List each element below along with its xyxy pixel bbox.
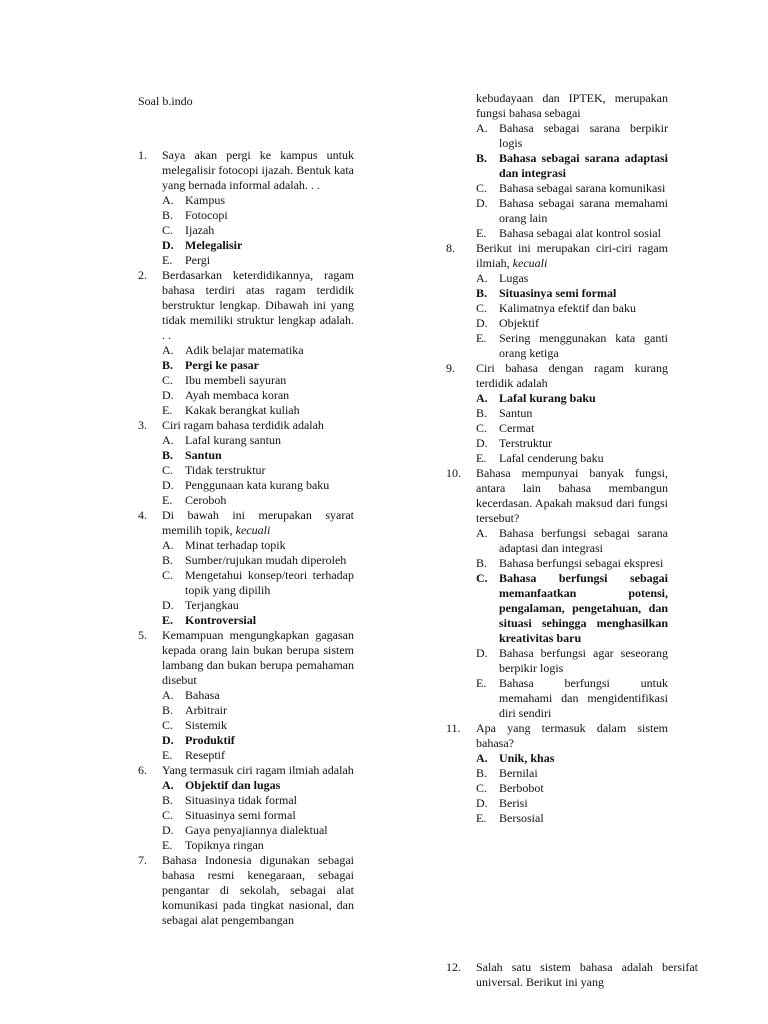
question-text-main: Kemampuan mengungkapkan gagasan kepada orang lain bukan berupa sistem lambang dan bukan berupa pemahaman disebut [162,628,354,687]
question-2 [138,268,354,418]
option-letter: A. [476,121,488,135]
answer-option [476,406,668,421]
question-text-main: Bahasa Indonesia digunakan sebagai bahasa resmi kenegaraan, sebagai pengantar di sekolah, sebagai alat komunikasi pada tingkat nasional, dan sebagai alat pengembangan [162,853,354,927]
option-letter: E. [162,253,173,267]
option-letter: D. [476,316,488,330]
question-text [162,628,354,688]
option-letter: C. [476,421,488,435]
question-1 [138,148,354,268]
question-text [476,721,668,751]
answer-option [162,688,354,703]
option-text: Mengetahui konsep/teori terhadap topik yang dipilih [185,568,354,597]
answer-option-correct [162,613,354,628]
question-text [162,853,354,928]
option-text: Lafal kurang santun [185,433,281,447]
question-options [162,538,354,628]
option-letter: B. [162,448,174,462]
option-text: Tidak terstruktur [185,463,266,477]
option-letter: A. [476,271,488,285]
answer-option [476,526,668,556]
answer-option [476,421,668,436]
option-letter: B. [476,766,488,780]
option-text: Bahasa berfungsi sebagai ekspresi [499,556,664,570]
question-text-main: Berdasarkan keterdidikannya, ragam bahasa terdiri atas ragam terdidik berstruktur lengkap. Dibawah ini yang tidak memiliki struktur lengkap adalah. . . [162,268,354,342]
answer-option [162,748,354,763]
option-text: Bahasa sebagai sarana komunikasi [499,181,666,195]
option-text: Topiknya ringan [185,838,264,852]
question-number: 8. [446,241,455,255]
option-letter: B. [476,556,488,570]
option-text: Situasinya semi formal [185,808,296,822]
question-text [162,418,354,433]
option-text: Terstruktur [499,436,553,450]
option-text: Objektif [499,316,539,330]
option-letter: A. [476,526,488,540]
option-letter: B. [162,553,174,567]
option-text: Ibu membeli sayuran [185,373,287,387]
answer-option-correct [476,751,668,766]
option-text: Arbitrair [185,703,227,717]
option-letter: C. [476,781,488,795]
option-letter: E. [476,331,487,345]
option-letter: D. [476,796,488,810]
option-text: Objektif dan lugas [185,778,281,792]
option-letter: D. [162,823,174,837]
question-number: 12. [446,960,461,974]
question-9 [446,361,668,466]
answer-option [476,676,668,721]
document-title: Soal b.indo [138,94,193,108]
answer-option [476,121,668,151]
option-text: Berisi [499,796,528,810]
option-letter: C. [162,808,174,822]
option-text: Pergi [185,253,211,267]
option-letter: C. [476,571,488,585]
question-7-options [446,121,668,241]
question-options [162,433,354,508]
option-letter: E. [162,613,174,627]
answer-option [162,223,354,238]
answer-option-correct [162,733,354,748]
question-text [476,241,668,271]
option-letter: D. [162,478,174,492]
option-text: Kakak berangkat kuliah [185,403,300,417]
answer-option [476,181,668,196]
option-text: Ijazah [185,223,215,237]
answer-option [162,703,354,718]
question-5 [138,628,354,763]
question-text-main: Di bawah ini merupakan syarat memilih topik, [162,508,354,537]
option-text: Lafal kurang baku [499,391,596,405]
answer-option [162,718,354,733]
option-letter: B. [162,703,174,717]
question-text [162,508,354,538]
option-letter: C. [162,463,174,477]
option-letter: E. [162,493,173,507]
answer-option [162,193,354,208]
option-letter: A. [162,778,174,792]
answer-option [476,196,668,226]
question-options [162,343,354,418]
option-text: Ceroboh [185,493,227,507]
answer-option [476,646,668,676]
question-options [476,526,668,721]
option-letter: E. [162,748,173,762]
option-text: Bahasa berfungsi sebagai memanfaatkan potensi, pengalaman, pengetahuan, dan situasi sehingga menghasilkan kreativitas baru [499,571,668,645]
answer-option [162,343,354,358]
option-text: Cermat [499,421,535,435]
option-text: Kampus [185,193,225,207]
option-text: Bahasa sebagai sarana berpikir logis [499,121,668,150]
option-letter: C. [162,373,174,387]
answer-option [476,271,668,286]
right-column [446,91,668,826]
answer-option [476,451,668,466]
answer-option-correct [162,778,354,793]
question-text-italic: kecuali [512,256,548,270]
question-number: 6. [138,763,147,777]
option-text: Minat terhadap topik [185,538,286,552]
question-10 [446,466,668,721]
question-4 [138,508,354,628]
answer-option [162,823,354,838]
option-text: Unik, khas [499,751,555,765]
option-text: Ayah membaca koran [185,388,290,402]
option-letter: C. [162,223,174,237]
option-letter: C. [476,301,488,315]
question-12 [446,960,698,990]
option-text: Penggunaan kata kurang baku [185,478,330,492]
answer-option [476,331,668,361]
option-text: Sumber/rujukan mudah diperoleh [185,553,347,567]
answer-option [476,556,668,571]
question-options [162,193,354,268]
answer-option [162,838,354,853]
option-text: Fotocopi [185,208,228,222]
question-11 [446,721,668,826]
question-text [476,466,668,526]
option-letter: E. [476,451,487,465]
option-letter: E. [476,676,487,690]
option-letter: A. [476,751,488,765]
question-text: Salah satu sistem bahasa adalah bersifat universal. Berikut ini yang [476,960,698,989]
option-letter: A. [162,193,174,207]
option-text: Lugas [499,271,529,285]
question-options [476,271,668,361]
option-text: Santun [499,406,533,420]
answer-option [476,766,668,781]
option-text: Bernilai [499,766,538,780]
option-letter: A. [162,538,174,552]
question-7-continuation: kebudayaan dan IPTEK, merupakan fungsi bahasa sebagai [476,91,668,120]
option-text: Kontroversial [185,613,257,627]
option-text: Lafal cenderung baku [499,451,604,465]
option-letter: B. [476,286,488,300]
question-options [476,751,668,826]
question-text-main: Bahasa mempunyai banyak fungsi, antara lain bahasa membangun kecerdasan. Apakah maksud dari fungsi tersebut? [476,466,668,525]
question-text-italic: kecuali [235,523,271,537]
option-letter: C. [162,568,174,582]
option-letter: A. [476,391,488,405]
answer-option [162,433,354,448]
answer-option-correct [162,238,354,253]
question-options [162,778,354,853]
option-letter: E. [476,226,487,240]
option-text: Bahasa berfungsi sebagai sarana adaptasi dan integrasi [499,526,668,555]
option-text: Bahasa [185,688,220,702]
option-letter: A. [162,433,174,447]
question-text [476,361,668,391]
option-letter: B. [476,151,488,165]
answer-option [162,208,354,223]
answer-option [476,796,668,811]
answer-option-correct [476,571,668,646]
option-text: Produktif [185,733,235,747]
question-text-main: Yang termasuk ciri ragam ilmiah adalah [162,763,354,777]
question-7 [138,853,354,928]
option-text: Bahasa berfungsi agar seseorang berpikir logis [499,646,668,675]
option-letter: E. [162,403,173,417]
answer-option [162,793,354,808]
answer-option [476,811,668,826]
question-number: 3. [138,418,147,432]
option-letter: A. [162,688,174,702]
option-text: Berbobot [499,781,544,795]
option-letter: B. [162,358,174,372]
option-text: Bahasa sebagai sarana memahami orang lain [499,196,668,225]
option-text: Adik belajar matematika [185,343,304,357]
option-letter: C. [162,718,174,732]
answer-option [162,388,354,403]
question-text [162,763,354,778]
option-text: Terjangkau [185,598,239,612]
option-letter: A. [162,343,174,357]
option-letter: B. [162,208,174,222]
answer-option-correct [476,151,668,181]
option-letter: B. [476,406,488,420]
option-letter: D. [476,196,488,210]
option-letter: E. [476,811,487,825]
question-text-main: Ciri bahasa dengan ragam kurang terdidik adalah [476,361,668,390]
question-text-main: Ciri ragam bahasa terdidik adalah [162,418,324,432]
answer-option-correct [476,391,668,406]
option-letter: B. [162,793,174,807]
answer-option [162,553,354,568]
option-letter: C. [476,181,488,195]
option-text: Kalimatnya efektif dan baku [499,301,636,315]
question-text [162,268,354,343]
answer-option [476,781,668,796]
left-column [138,148,354,928]
answer-option [476,226,668,241]
question-number: 9. [446,361,455,375]
option-text: Situasinya semi formal [499,286,617,300]
option-letter: D. [162,733,174,747]
question-number: 10. [446,466,461,480]
answer-option-correct [162,358,354,373]
answer-option [162,253,354,268]
answer-option-correct [162,448,354,463]
answer-option [162,808,354,823]
option-text: Situasinya tidak formal [185,793,297,807]
option-text: Pergi ke pasar [185,358,259,372]
question-number: 5. [138,628,147,642]
question-number: 11. [446,721,461,735]
answer-option [476,436,668,451]
option-text: Bahasa sebagai sarana adaptasi dan integrasi [499,151,668,180]
question-text-main: Saya akan pergi ke kampus untuk melegalisir fotocopi ijazah. Bentuk kata yang bernada informal adalah. . . [162,148,354,192]
option-text: Sistemik [185,718,228,732]
question-8 [446,241,668,361]
answer-option-correct [476,286,668,301]
option-text: Sering menggunakan kata ganti orang ketiga [499,331,668,360]
answer-option [162,463,354,478]
question-6 [138,763,354,853]
option-letter: D. [162,238,174,252]
option-text: Santun [185,448,222,462]
question-number: 7. [138,853,147,867]
option-text: Bersosial [499,811,544,825]
answer-option [162,403,354,418]
question-options [476,391,668,466]
answer-option [162,538,354,553]
question-options [162,688,354,763]
question-3 [138,418,354,508]
question-text-main: Berikut ini merupakan ciri-ciri ragam ilmiah, [476,241,668,270]
option-text: Bahasa berfungsi untuk memahami dan mengidentifikasi diri sendiri [499,676,668,720]
option-text: Gaya penyajiannya dialektual [185,823,328,837]
answer-option [162,598,354,613]
option-text: Reseptif [185,748,225,762]
answer-option [162,568,354,598]
question-number: 4. [138,508,147,522]
option-letter: D. [162,598,174,612]
answer-option [476,301,668,316]
question-number: 2. [138,268,147,282]
option-letter: D. [476,646,488,660]
question-text-main: Apa yang termasuk dalam sistem bahasa? [476,721,668,750]
answer-option [162,478,354,493]
option-letter: D. [476,436,488,450]
answer-option [476,316,668,331]
answer-option [162,493,354,508]
question-number: 1. [138,148,147,162]
answer-option [162,373,354,388]
option-letter: E. [162,838,173,852]
question-text [162,148,354,193]
option-text: Melegalisir [185,238,243,252]
option-text: Bahasa sebagai alat kontrol sosial [499,226,661,240]
option-letter: D. [162,388,174,402]
